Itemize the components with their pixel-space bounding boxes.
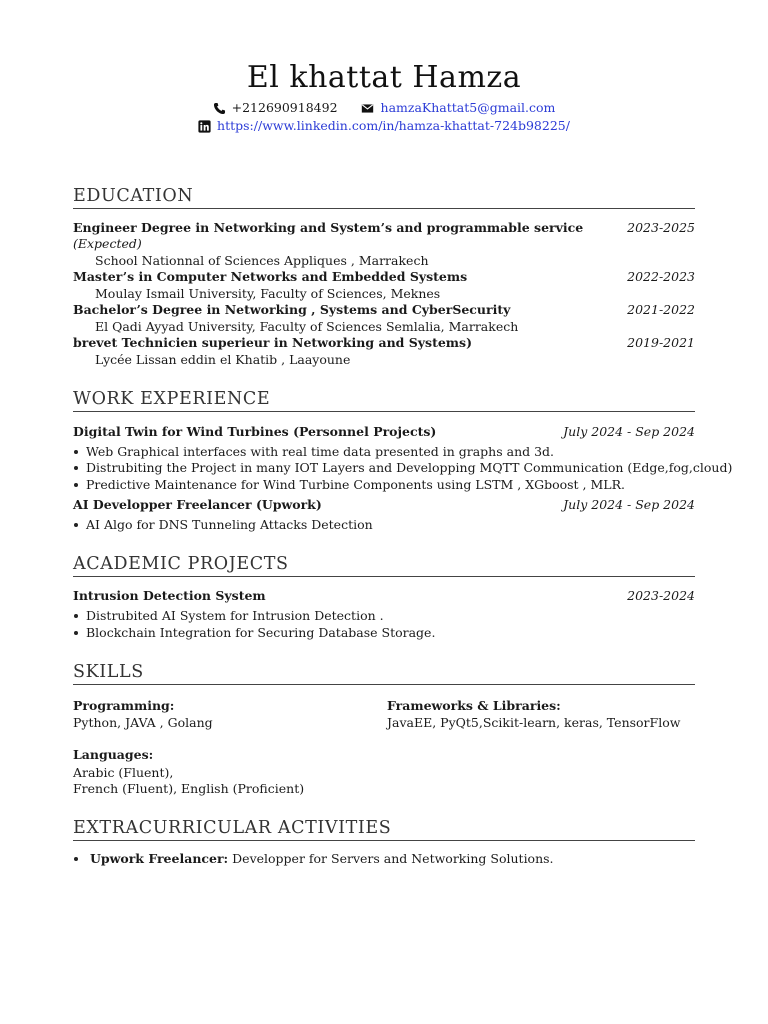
role-title: AI Developper Freelancer (Upwork) <box>73 497 322 512</box>
education-entry-4 <box>73 335 695 351</box>
candidate-name: El khattat Hamza <box>246 60 522 95</box>
date-range: 2023-2024 <box>627 588 695 603</box>
section-title-skills: SKILLS <box>73 662 695 685</box>
email-link[interactable]: hamzaKhattat5@gmail.com <box>380 100 556 115</box>
education-entry-1 <box>73 220 695 236</box>
contact-row <box>0 100 768 119</box>
list-item: Blockchain Integration for Securing Database Storage. <box>73 625 695 641</box>
phone-item <box>213 100 338 116</box>
phone-icon <box>213 102 226 115</box>
school-name: El Qadi Ayyad University, Faculty of Sciences Semlalia, Marrakech <box>95 319 519 334</box>
degree-title: Engineer Degree in Networking and System’s and programmable service <box>73 220 584 235</box>
envelope-icon <box>360 102 375 115</box>
school-name: Moulay Ismail University, Faculty of Sciences, Meknes <box>95 286 441 301</box>
project-title: Intrusion Detection System <box>73 588 266 603</box>
frameworks-label: Frameworks & Libraries: <box>387 698 561 713</box>
degree-title: Master’s in Computer Networks and Embedded Systems <box>73 269 468 284</box>
programming-label: Programming: <box>73 698 175 713</box>
programming-value: Python, JAVA , Golang <box>73 715 213 730</box>
phone-number: +212690918492 <box>231 100 338 115</box>
languages-value: French (Fluent), English (Proficient) <box>73 781 305 796</box>
date-range: July 2024 - Sep 2024 <box>563 497 695 512</box>
languages-value: Arabic (Fluent), <box>73 765 174 780</box>
list-item <box>73 851 695 867</box>
linkedin-icon <box>198 120 211 133</box>
date-range: 2021-2022 <box>627 302 695 317</box>
activity-text: Developper for Servers and Networking Solutions. <box>232 851 554 866</box>
date-range: 2022-2023 <box>627 269 695 284</box>
date-range: 2019-2021 <box>627 335 695 350</box>
section-title-education: EDUCATION <box>73 186 695 209</box>
school-name: School Nationnal of Sciences Appliques , Marrakech <box>95 253 429 268</box>
degree-title: Bachelor’s Degree in Networking , Systems and CyberSecurity <box>73 302 511 317</box>
work-entry-2 <box>73 497 695 513</box>
languages-label: Languages: <box>73 747 154 762</box>
section-title-extracurricular: EXTRACURRICULAR ACTIVITIES <box>73 818 695 841</box>
education-entry-2 <box>73 269 695 285</box>
school-name: Lycée Lissan eddin el Khatib , Laayoune <box>95 352 351 367</box>
list-item: Distrubited AI System for Intrusion Detection . <box>73 608 695 624</box>
degree-note: (Expected) <box>73 236 142 251</box>
education-entry-3 <box>73 302 695 318</box>
project-entry-1 <box>73 588 695 604</box>
activity-label: Upwork Freelancer: <box>89 851 229 866</box>
date-range: July 2024 - Sep 2024 <box>563 424 695 439</box>
skills-values-row <box>73 715 695 731</box>
list-item: AI Algo for DNS Tunneling Attacks Detection <box>73 517 695 533</box>
date-range: 2023-2025 <box>627 220 695 235</box>
list-item: Predictive Maintenance for Wind Turbine Components using LSTM , XGboost , MLR. <box>73 477 695 493</box>
section-title-academic: ACADEMIC PROJECTS <box>73 554 695 577</box>
section-title-work: WORK EXPERIENCE <box>73 389 695 412</box>
degree-title: brevet Technicien superieur in Networking and Systems) <box>73 335 472 350</box>
work-entry-1 <box>73 424 695 440</box>
linkedin-item[interactable] <box>198 118 570 134</box>
email-item[interactable] <box>360 100 556 116</box>
list-item: Web Graphical interfaces with real time data presented in graphs and 3d. <box>73 444 695 460</box>
role-title: Digital Twin for Wind Turbines (Personnel Projects) <box>73 424 437 439</box>
frameworks-value: JavaEE, PyQt5,Scikit-learn, keras, TensorFlow <box>387 715 681 730</box>
linkedin-link[interactable]: https://www.linkedin.com/in/hamza-khattat-724b98225/ <box>217 118 570 133</box>
linkedin-row <box>0 118 768 137</box>
skills-labels-row <box>73 698 695 714</box>
list-item: Distrubiting the Project in many IOT Layers and Developping MQTT Communication (Edge,fog,cloud) <box>73 460 695 476</box>
